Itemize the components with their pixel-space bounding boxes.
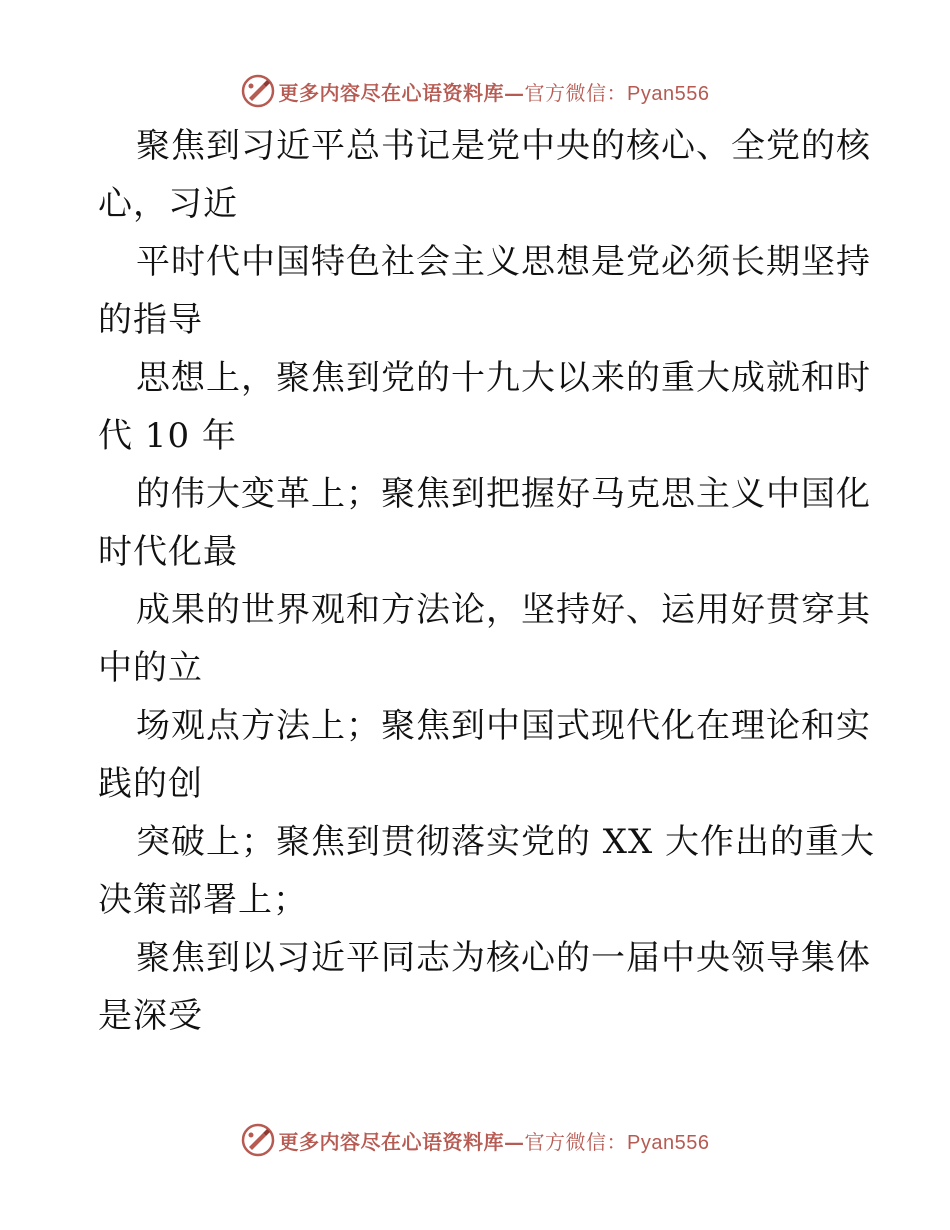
watermark-official: 官方微信：	[524, 80, 628, 105]
body-line-4: 的指导	[98, 300, 203, 340]
watermark-dash: —	[504, 80, 525, 105]
body-line-1: 聚焦到习近平总书记是党中央的核心、全党的核	[136, 126, 871, 166]
watermark-text	[279, 1126, 710, 1155]
watermark-text	[279, 77, 710, 106]
body-line-15: 聚焦到以习近平同志为核心的一届中央领导集体	[136, 938, 871, 978]
watermark-wechat-id: Pyan556	[627, 1131, 710, 1154]
watermark-wechat-id: Pyan556	[627, 82, 710, 105]
body-line-8: 时代化最	[98, 532, 238, 572]
body-line-6: 代 10 年	[98, 416, 237, 456]
watermark-official: 官方微信：	[524, 1129, 628, 1154]
footer-watermark	[0, 1120, 950, 1160]
watermark-bold-part: 更多内容尽在心语资料库	[278, 1129, 505, 1154]
body-line-9: 成果的世界观和方法论，坚持好、运用好贯穿其	[136, 590, 871, 630]
body-line-11: 场观点方法上；聚焦到中国式现代化在理论和实	[136, 706, 871, 746]
body-line-16: 是深受	[98, 996, 203, 1036]
body-line-12: 践的创	[98, 764, 203, 804]
body-line-14: 决策部署上；	[98, 880, 308, 920]
body-line-2: 心，习近	[98, 184, 238, 224]
seal-logo-icon	[241, 1123, 275, 1157]
seal-logo-icon	[241, 74, 275, 108]
body-line-5: 思想上，聚焦到党的十九大以来的重大成就和时	[136, 358, 871, 398]
body-line-10: 中的立	[98, 648, 203, 688]
document-body	[98, 117, 876, 1045]
watermark-dash: —	[504, 1129, 525, 1154]
body-line-13: 突破上；聚焦到贯彻落实党的 XX 大作出的重大	[136, 822, 876, 862]
watermark-bold-part: 更多内容尽在心语资料库	[278, 80, 505, 105]
body-line-3: 平时代中国特色社会主义思想是党必须长期坚持	[136, 242, 871, 282]
body-line-7: 的伟大变革上；聚焦到把握好马克思主义中国化	[136, 474, 871, 514]
header-watermark	[0, 71, 950, 111]
